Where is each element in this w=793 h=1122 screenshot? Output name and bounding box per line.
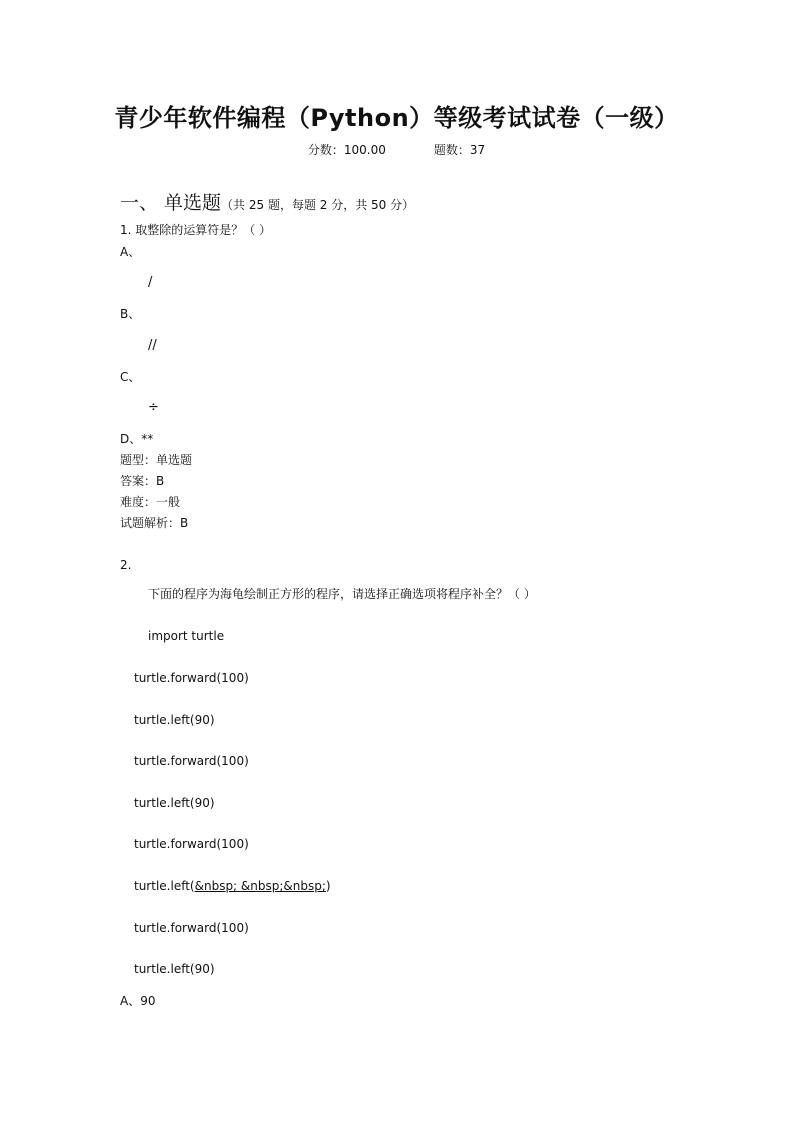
- section-title: 一、 单选题: [120, 192, 222, 214]
- q2-code-line: turtle.forward(100): [134, 754, 249, 768]
- q1-option-a-label: A、: [120, 245, 141, 259]
- q1-option-c-content: ÷: [148, 400, 159, 415]
- q2-code-line: turtle.left(90): [134, 796, 215, 810]
- section-note: （共 25 题，每题 2 分，共 50 分）: [221, 198, 415, 212]
- question-count: 题数：37: [433, 143, 486, 157]
- total-score: 分数：100.00: [307, 143, 386, 157]
- q2-blank-prefix: turtle.left(: [134, 879, 195, 893]
- q2-code-blank-line: [134, 878, 331, 894]
- q1-option-b-label: B、: [120, 307, 141, 321]
- q2-code-line: import turtle: [148, 629, 225, 643]
- exam-title: 青少年软件编程（Python）等级考试试卷（一级）: [114, 104, 679, 132]
- q2-blank-suffix: ): [325, 879, 331, 893]
- q1-option-a-content: /: [148, 275, 153, 290]
- q1-option-d: D、**: [120, 432, 154, 446]
- section-heading: [120, 188, 414, 215]
- q1-stem: 1. 取整除的运算符是？（ ）: [120, 223, 272, 237]
- q2-number: 2.: [120, 558, 132, 572]
- q2-option-a: A、90: [120, 994, 156, 1008]
- q1-option-b-content: //: [148, 338, 157, 353]
- q1-type: 题型：单选题: [120, 453, 193, 467]
- q2-code-line: turtle.forward(100): [134, 921, 249, 935]
- q2-stem: 下面的程序为海龟绘制正方形的程序，请选择正确选项将程序补全？（ ）: [148, 587, 536, 601]
- q1-answer: 答案：B: [120, 474, 165, 488]
- q2-code-line: turtle.forward(100): [134, 837, 249, 851]
- q2-code-line: turtle.left(90): [134, 713, 215, 727]
- q1-option-c-label: C、: [120, 370, 141, 384]
- q1-difficulty: 难度：一般: [120, 495, 181, 509]
- q1-analysis: 试题解析：B: [120, 516, 189, 530]
- exam-meta: [0, 141, 793, 158]
- q2-code-line: turtle.forward(100): [134, 671, 249, 685]
- q2-blank: &nbsp; &nbsp;&nbsp;: [194, 879, 326, 893]
- q2-code-line: turtle.left(90): [134, 962, 215, 976]
